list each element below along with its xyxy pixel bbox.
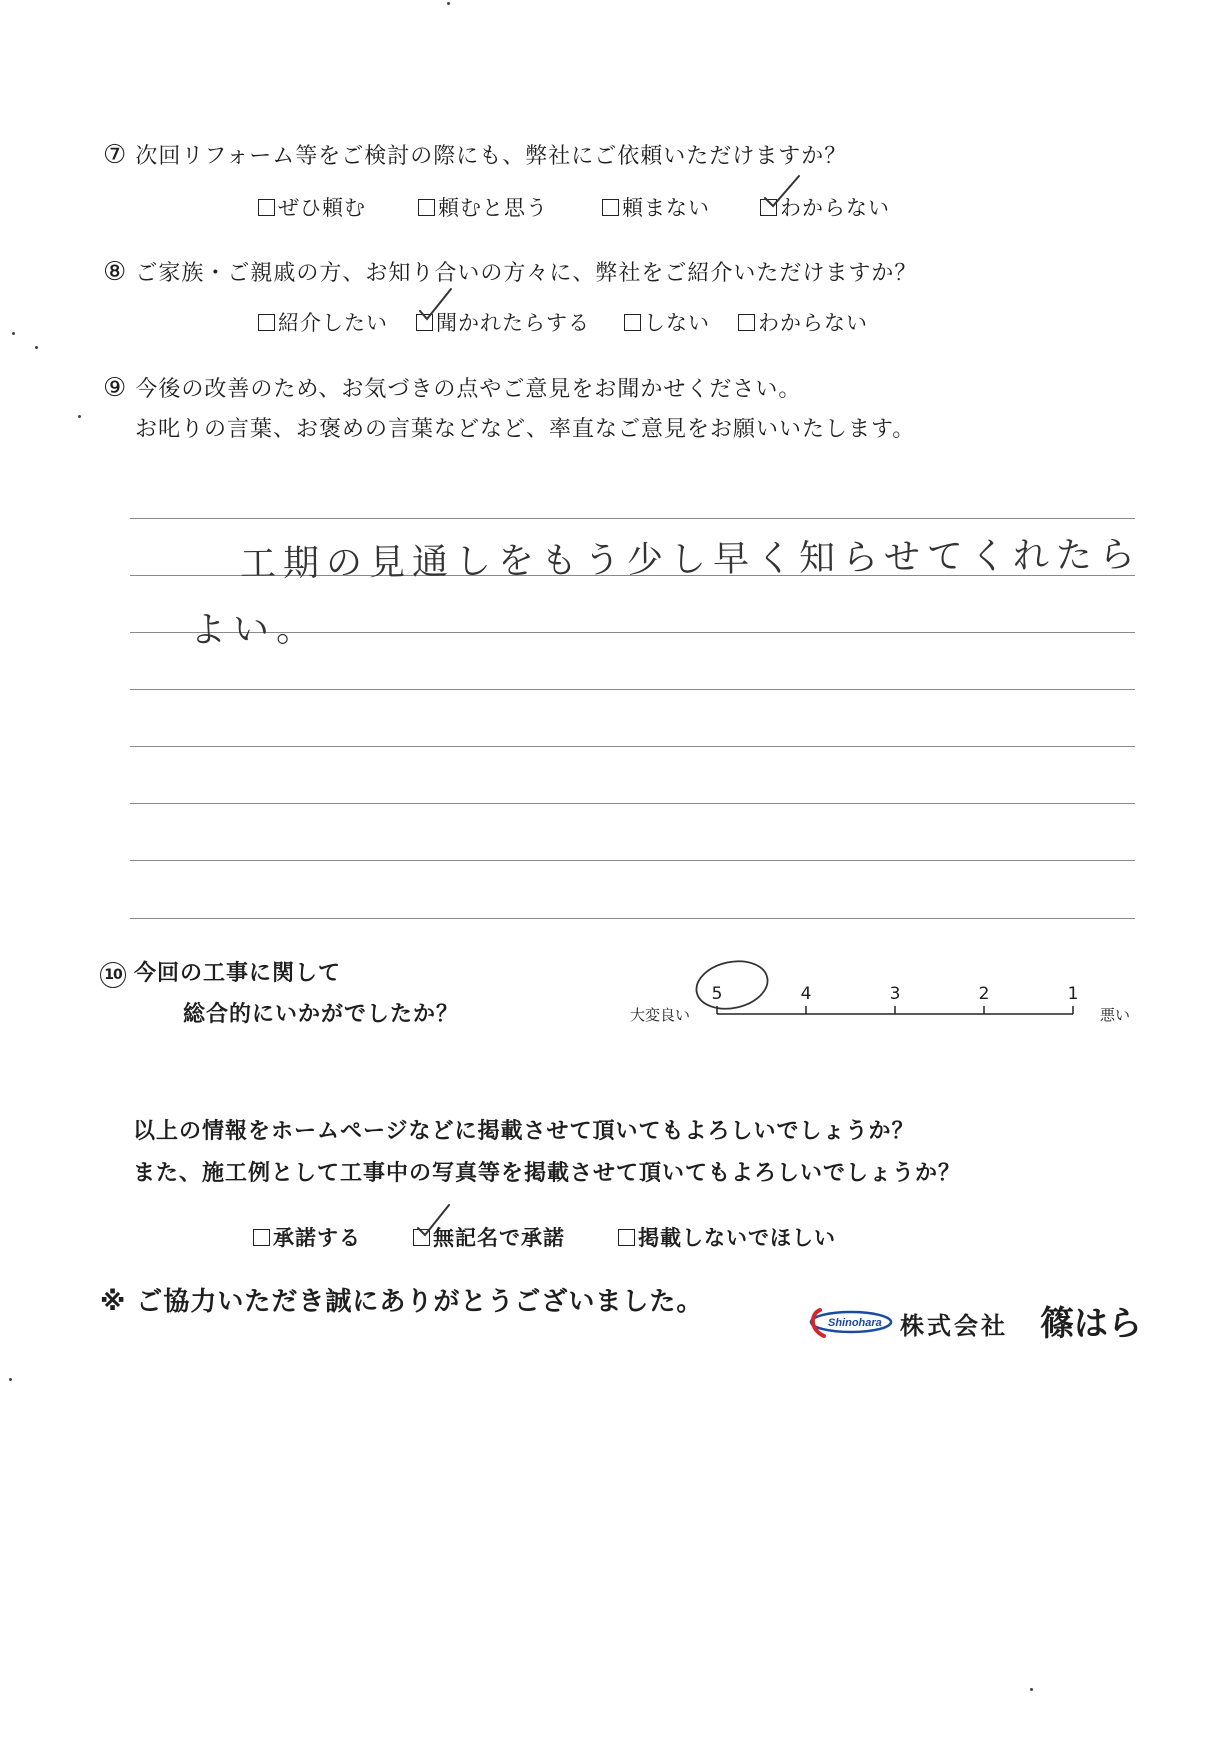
handwritten-answer-line2: よい。 xyxy=(189,608,320,651)
svg-text:Shinohara: Shinohara xyxy=(828,1317,882,1329)
question-text: ご家族・ご親戚の方、お知り合いの方々に、弊社をご紹介いただけますか？ xyxy=(135,261,918,286)
company-name: 篠はら xyxy=(1040,1304,1142,1344)
checkbox[interactable] xyxy=(624,314,641,331)
option-publish-1[interactable] xyxy=(253,1222,361,1252)
option-label: わからない xyxy=(758,311,868,335)
checkbox[interactable] xyxy=(602,199,619,216)
comment-rule xyxy=(130,746,1135,747)
question-number: ⑦ xyxy=(103,140,128,170)
question-number: ⑨ xyxy=(103,373,128,403)
publish-question-line2: また、施工例として工事中の写真等を掲載させて頂いてもよろしいでしょうか？ xyxy=(133,1161,962,1186)
option-q7-3[interactable] xyxy=(602,192,710,222)
question-7 xyxy=(103,139,847,170)
checkbox[interactable] xyxy=(418,199,435,216)
scale-left-label: 大変良い xyxy=(630,1006,691,1024)
question-number: ⑧ xyxy=(103,257,128,287)
checkbox[interactable] xyxy=(258,314,275,331)
scale-number: 5 xyxy=(711,984,723,1004)
question-8 xyxy=(103,256,917,287)
question-10 xyxy=(100,956,341,988)
scan-speck xyxy=(78,415,81,418)
comment-rule xyxy=(130,860,1135,861)
hand-drawn-circle xyxy=(692,955,772,1015)
scan-speck xyxy=(1030,1688,1033,1691)
checkbox[interactable] xyxy=(618,1229,635,1246)
publish-question-line1: 以上の情報をホームページなどに掲載させて頂いてもよろしいでしょうか？ xyxy=(133,1119,915,1144)
option-q7-1[interactable] xyxy=(258,192,366,222)
question-9 xyxy=(103,372,801,403)
option-label: 掲載しないでほしい xyxy=(638,1226,836,1250)
comment-rule xyxy=(130,803,1135,804)
scan-speck xyxy=(447,2,450,5)
option-label: 聞かれたらする xyxy=(436,311,590,335)
question-text: 次回リフォーム等をご検討の際にも、弊社にご依頼いただけますか？ xyxy=(135,144,848,169)
question-number: 10 xyxy=(100,962,126,988)
option-label: 頼まない xyxy=(622,196,710,220)
option-q8-4[interactable] xyxy=(738,307,868,337)
scale-number: 2 xyxy=(978,984,990,1004)
scale-number: 3 xyxy=(889,984,901,1004)
option-label: 無記名で承諾 xyxy=(433,1226,565,1250)
option-q7-4[interactable] xyxy=(760,192,890,222)
scale-number: 4 xyxy=(800,984,812,1004)
option-q8-3[interactable] xyxy=(624,307,710,337)
company-logo xyxy=(806,1304,894,1340)
option-label: わからない xyxy=(780,196,890,220)
comment-rule xyxy=(130,518,1135,519)
question-text-line1: 今後の改善のため、お気づきの点やご意見をお聞かせください。 xyxy=(135,377,802,402)
question-text-line1: 今回の工事に関して xyxy=(134,961,342,986)
handwritten-answer-line1: 工期の見通しをもう少し早く知らせてくれたら xyxy=(239,534,1143,585)
option-label: 紹介したい xyxy=(278,311,388,335)
checkmark-icon xyxy=(415,1202,455,1242)
option-label: 承諾する xyxy=(273,1226,361,1250)
comment-rule xyxy=(130,689,1135,690)
option-label: ぜひ頼む xyxy=(278,196,366,220)
scan-speck xyxy=(35,346,38,349)
question-9-line2: お叱りの言葉、お褒めの言葉などなど、率直なご意見をお願いいたします。 xyxy=(135,417,916,442)
scale-right-label: 悪い xyxy=(1100,1006,1131,1024)
checkmark-icon xyxy=(762,172,802,212)
option-q8-1[interactable] xyxy=(258,307,388,337)
option-publish-3[interactable] xyxy=(618,1222,836,1252)
checkbox[interactable] xyxy=(253,1229,270,1246)
option-publish-2[interactable] xyxy=(413,1222,565,1252)
scale-number: 1 xyxy=(1067,984,1079,1004)
question-10-line2: 総合的にいかがでしたか？ xyxy=(183,1002,460,1027)
comment-rule xyxy=(130,918,1135,919)
checkbox[interactable] xyxy=(738,314,755,331)
scan-speck xyxy=(9,1378,12,1381)
checkmark-icon xyxy=(418,287,458,327)
scan-speck xyxy=(12,332,15,335)
checkbox[interactable] xyxy=(258,199,275,216)
option-q7-2[interactable] xyxy=(418,192,548,222)
company-type: 株式会社 xyxy=(900,1312,1008,1340)
option-label: しない xyxy=(644,311,710,335)
option-label: 頼むと思う xyxy=(438,196,548,220)
shinohara-logo-icon xyxy=(806,1304,894,1340)
option-q8-2[interactable] xyxy=(416,307,590,337)
thanks-message: ※ ご協力いただき誠にありがとうございました。 xyxy=(100,1287,704,1317)
